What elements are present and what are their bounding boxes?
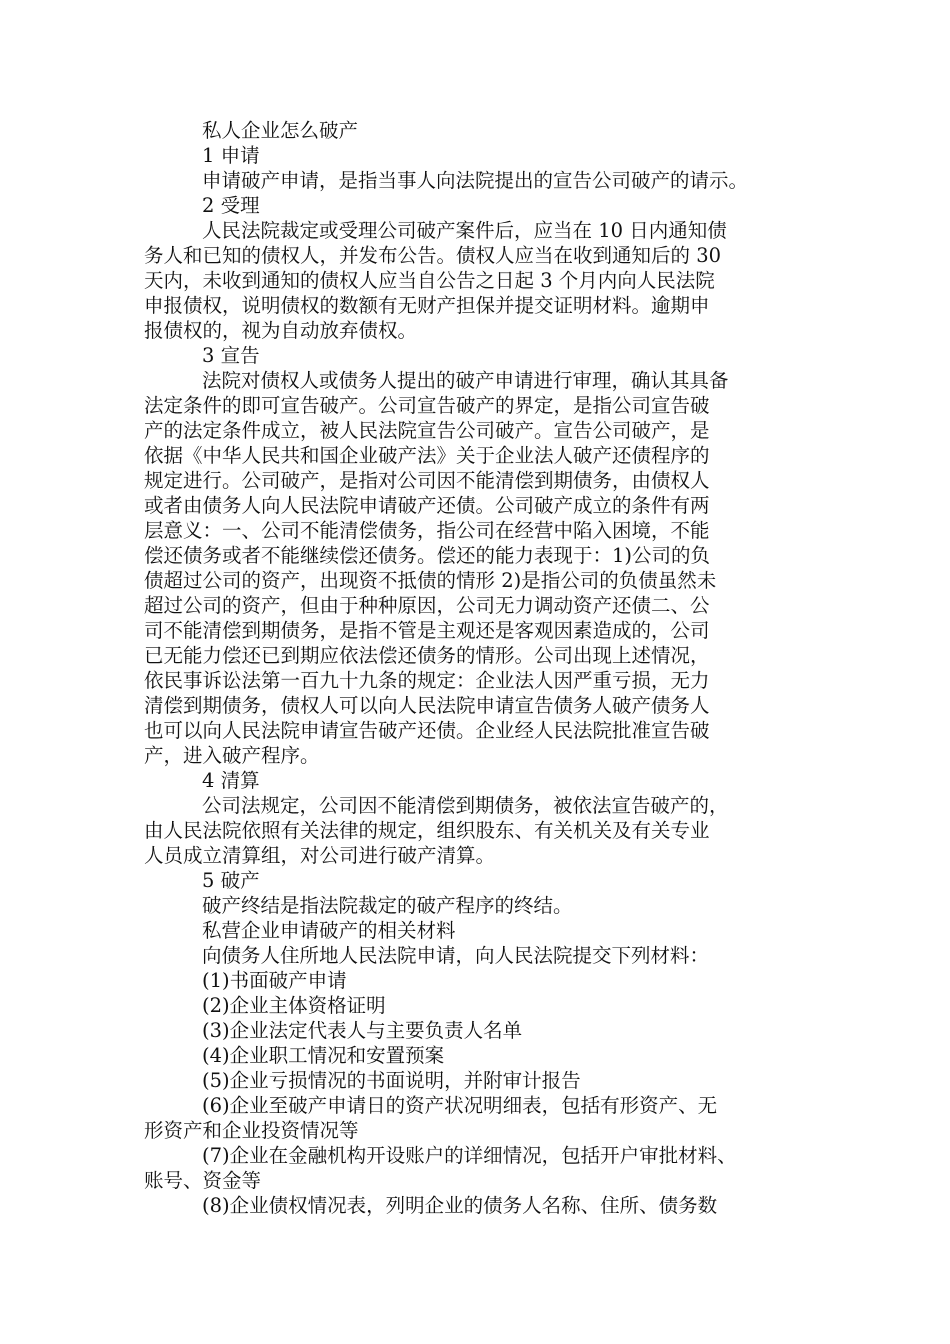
- text-line: (6)企业至破产申请日的资产状况明细表，包括有形资产、无: [202, 1094, 718, 1117]
- text-line: 1 申请: [202, 144, 260, 167]
- text-line: 向债务人住所地人民法院申请，向人民法院提交下列材料：: [202, 944, 710, 967]
- text-line: 4 清算: [202, 769, 260, 792]
- text-line: 务人和已知的债权人，并发布公告。债权人应当在收到通知后的 30: [144, 244, 722, 267]
- text-line: 法院对债权人或债务人提出的破产申请进行审理，确认其具备: [202, 369, 729, 392]
- text-line: (3)企业法定代表人与主要负责人名单: [202, 1019, 523, 1042]
- text-line: 依民事诉讼法第一百九十九条的规定：企业法人因严重亏损，无力: [144, 669, 710, 692]
- text-line: 形资产和企业投资情况等: [144, 1119, 359, 1142]
- text-line: 申报债权，说明债权的数额有无财产担保并提交证明材料。逾期申: [144, 294, 710, 317]
- text-line: 3 宣告: [202, 344, 260, 367]
- text-line: 破产终结是指法院裁定的破产程序的终结。: [202, 894, 573, 917]
- text-line: 公司法规定，公司因不能清偿到期债务，被依法宣告破产的，: [202, 794, 729, 817]
- text-line: 人民法院裁定或受理公司破产案件后，应当在 10 日内通知债: [202, 219, 727, 242]
- text-line: 已无能力偿还已到期应依法偿还债务的情形。公司出现上述情况，: [144, 644, 710, 667]
- text-line: 账号、资金等: [144, 1169, 262, 1192]
- text-line: 私人企业怎么破产: [202, 119, 359, 142]
- text-line: 天内，未收到通知的债权人应当自公告之日起 3 个月内向人民法院: [144, 269, 715, 292]
- text-line: 2 受理: [202, 194, 260, 217]
- text-line: 私营企业申请破产的相关材料: [202, 919, 456, 942]
- text-line: 层意义：一、公司不能清偿债务，指公司在经营中陷入困境，不能: [144, 519, 710, 542]
- text-line: 法定条件的即可宣告破产。公司宣告破产的界定，是指公司宣告破: [144, 394, 710, 417]
- text-line: (1)书面破产申请: [202, 969, 347, 992]
- text-line: 超过公司的资产，但由于种种原因，公司无力调动资产还债二、公: [144, 594, 710, 617]
- text-line: 偿还债务或者不能继续偿还债务。偿还的能力表现于：1)公司的负: [144, 544, 711, 567]
- text-line: 申请破产申请，是指当事人向法院提出的宣告公司破产的请示。: [202, 169, 749, 192]
- text-line: 人员成立清算组，对公司进行破产清算。: [144, 844, 496, 867]
- text-line: 5 破产: [202, 869, 260, 892]
- text-line: 报债权的，视为自动放弃债权。: [144, 319, 418, 342]
- text-line: (2)企业主体资格证明: [202, 994, 386, 1017]
- text-line: 由人民法院依照有关法律的规定，组织股东、有关机关及有关专业: [144, 819, 710, 842]
- document-page: [144, 118, 810, 1218]
- text-line: 产，进入破产程序。: [144, 744, 320, 767]
- text-line: 规定进行。公司破产，是指对公司因不能清偿到期债务，由债权人: [144, 469, 710, 492]
- text-line: 依据《中华人民共和国企业破产法》关于企业法人破产还债程序的: [144, 444, 710, 467]
- text-line: 清偿到期债务，债权人可以向人民法院申请宣告债务人破产债务人: [144, 694, 710, 717]
- text-line: (5)企业亏损情况的书面说明，并附审计报告: [202, 1069, 581, 1092]
- text-line: (8)企业债权情况表，列明企业的债务人名称、住所、债务数: [202, 1194, 718, 1217]
- text-line: 产的法定条件成立，被人民法院宣告公司破产。宣告公司破产，是: [144, 419, 710, 442]
- text-line: 或者由债务人向人民法院申请破产还债。公司破产成立的条件有两: [144, 494, 710, 517]
- text-line: (4)企业职工情况和安置预案: [202, 1044, 445, 1067]
- text-line: 司不能清偿到期债务，是指不管是主观还是客观因素造成的，公司: [144, 619, 710, 642]
- text-line: 债超过公司的资产，出现资不抵债的情形 2)是指公司的负债虽然未: [144, 569, 717, 592]
- text-line: 也可以向人民法院申请宣告破产还债。企业经人民法院批准宣告破: [144, 719, 710, 742]
- text-line: (7)企业在金融机构开设账户的详细情况，包括开户审批材料、: [202, 1144, 737, 1167]
